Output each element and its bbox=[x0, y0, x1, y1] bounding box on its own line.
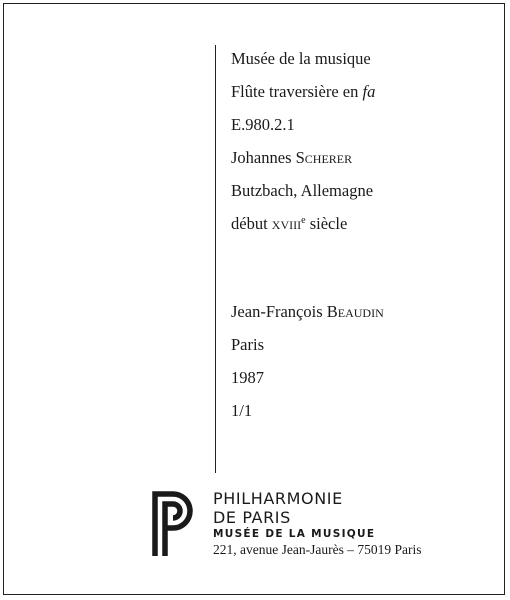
philharmonie-logo-icon bbox=[151, 490, 201, 558]
column-divider bbox=[215, 45, 216, 473]
brand-subtitle: MUSÉE DE LA MUSIQUE bbox=[213, 528, 376, 540]
field-value: Paris bbox=[231, 335, 264, 354]
value-text: Johannes bbox=[231, 148, 296, 167]
value-roman-numeral: xviii bbox=[271, 214, 302, 233]
field-value: Butzbach, Allemagne bbox=[231, 181, 374, 200]
value-superscript: e bbox=[301, 215, 306, 226]
value-smallcaps: Beaudin bbox=[326, 302, 384, 321]
field-value: 1987 bbox=[231, 368, 264, 387]
brand-name-line1: PHILHARMONIE bbox=[213, 489, 343, 508]
value-text: début bbox=[231, 214, 272, 233]
field-value: 1/1 bbox=[231, 401, 253, 420]
address: 221, avenue Jean-Jaurès – 75019 Paris bbox=[213, 542, 422, 557]
field-value bbox=[231, 147, 352, 169]
value-text: Flûte traversière en bbox=[231, 82, 363, 101]
value-smallcaps: Scherer bbox=[295, 148, 353, 167]
value-italic: fa bbox=[362, 82, 376, 101]
field-value bbox=[231, 301, 384, 323]
field-value bbox=[231, 81, 375, 103]
value-text: siècle bbox=[305, 214, 348, 233]
field-value: Musée de la musique bbox=[231, 49, 371, 68]
brand-name-line2: DE PARIS bbox=[213, 508, 291, 527]
value-text: Jean-François bbox=[231, 302, 327, 321]
field-value: E.980.2.1 bbox=[231, 115, 295, 134]
field-value bbox=[231, 213, 347, 235]
